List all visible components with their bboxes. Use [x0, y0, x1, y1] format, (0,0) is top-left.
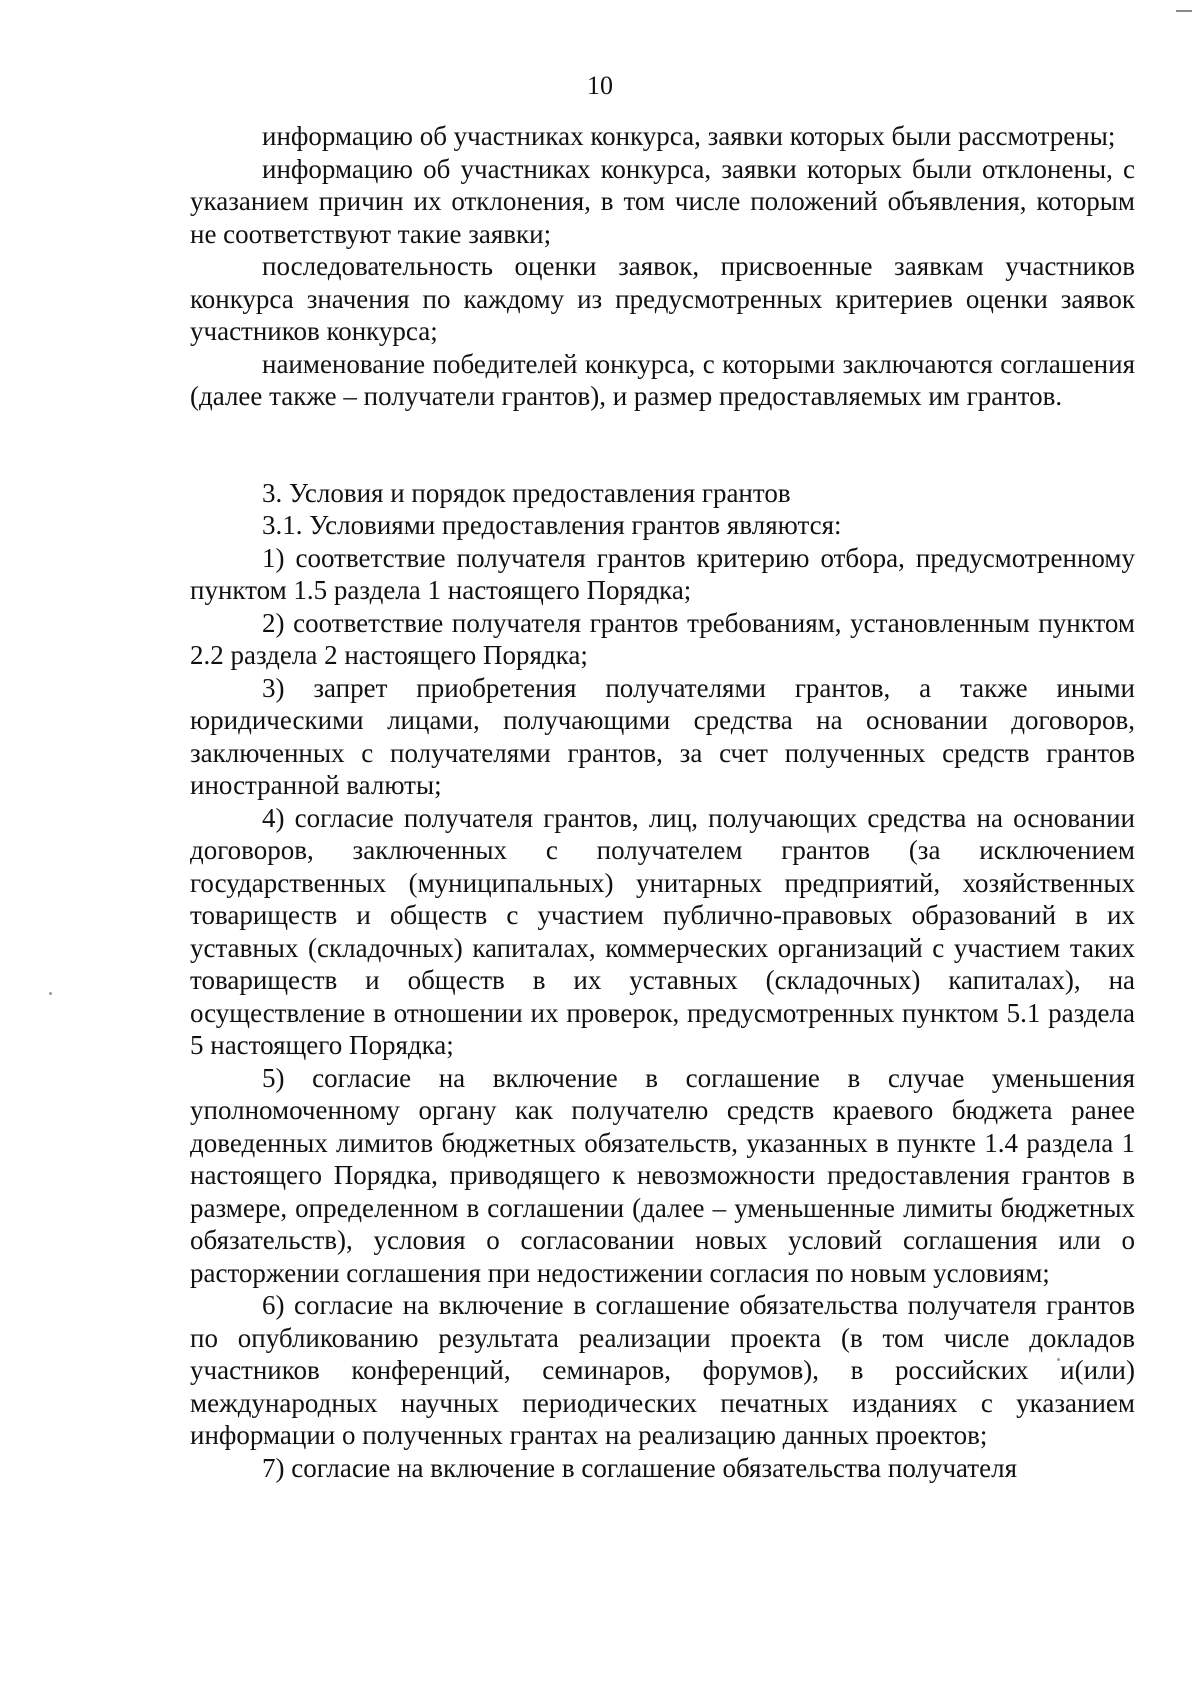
- page-number: 10: [587, 71, 613, 100]
- condition-item: 7) согласие на включение в соглашение обязательства получателя: [262, 1452, 1017, 1483]
- condition-item: 3) запрет приобретения получателями грантов, а также иными юридическими лицами, получающими средства на основании договоров, заключенных с получателями грантов, за счет полученных средств грантов иностранной валюты;: [190, 672, 1135, 800]
- section-heading: 3. Условия и порядок предоставления грантов: [262, 477, 791, 508]
- document-body: [190, 120, 1135, 1484]
- subsection-heading: 3.1. Условиями предоставления грантов являются:: [262, 510, 842, 540]
- paragraph: наименование победителей конкурса, с которыми заключаются соглашения (далее также – получатели грантов), и размер предоставляемых им грантов.: [190, 348, 1135, 411]
- scan-corner-mark: [1176, 10, 1192, 12]
- condition-item: 2) соответствие получателя грантов требованиям, установленным пунктом 2.2 раздела 2 настоящего Порядка;: [190, 607, 1135, 670]
- condition-item: 1) соответствие получателя грантов критерию отбора, предусмотренному пунктом 1.5 раздела 1 настоящего Порядка;: [190, 542, 1135, 605]
- paragraph: последовательность оценки заявок, присвоенные заявкам участников конкурса значения по каждому из предусмотренных критериев оценки заявок участников конкурса;: [190, 251, 1135, 346]
- paragraph: информацию об участниках конкурса, заявки которых были отклонены, с указанием причин их отклонения, в том числе положений объявления, которым не соответствуют такие заявки;: [190, 153, 1135, 249]
- condition-item: 5) согласие на включение в соглашение в случае уменьшения уполномоченному органу как получателю средств краевого бюджета ранее доведенных лимитов бюджетных обязательств, указанных в пункте 1.4 раздела 1 настоящего Порядка, приводящего к невозможности предоставления грантов в размере, определенном в соглашении (далее – уменьшенные лимиты бюджетных обязательств), условия о согласовании новых условий соглашения или о расторжении соглашения при недостижении согласия по новым условиям;: [190, 1062, 1135, 1288]
- section-spacer: [190, 413, 1135, 477]
- condition-item: 4) согласие получателя грантов, лиц, получающих средства на основании договоров, заключенных с получателем грантов (за исключением государственных (муниципальных) унитарных предприятий, хозяйственных товариществ и обществ с участием публично-правовых образований в их уставных (складочных) капиталах, коммерческих организаций с участием таких товариществ и обществ в их уставных (складочных) капиталах), на осуществление в отношении их проверок, предусмотренных пунктом 5.1 раздела 5 настоящего Порядка;: [190, 802, 1135, 1060]
- scan-speck: [49, 992, 52, 995]
- paragraph: информацию об участниках конкурса, заявки которых были рассмотрены;: [262, 121, 1116, 151]
- condition-item: 6) согласие на включение в соглашение обязательства получателя грантов по опубликованию результата реализации проекта (в том числе докладов участников конференций, семинаров, форумов), в российских и(или) международных научных периодических печатных изданиях с указанием информации о полученных грантах на реализацию данных проектов;: [190, 1290, 1135, 1450]
